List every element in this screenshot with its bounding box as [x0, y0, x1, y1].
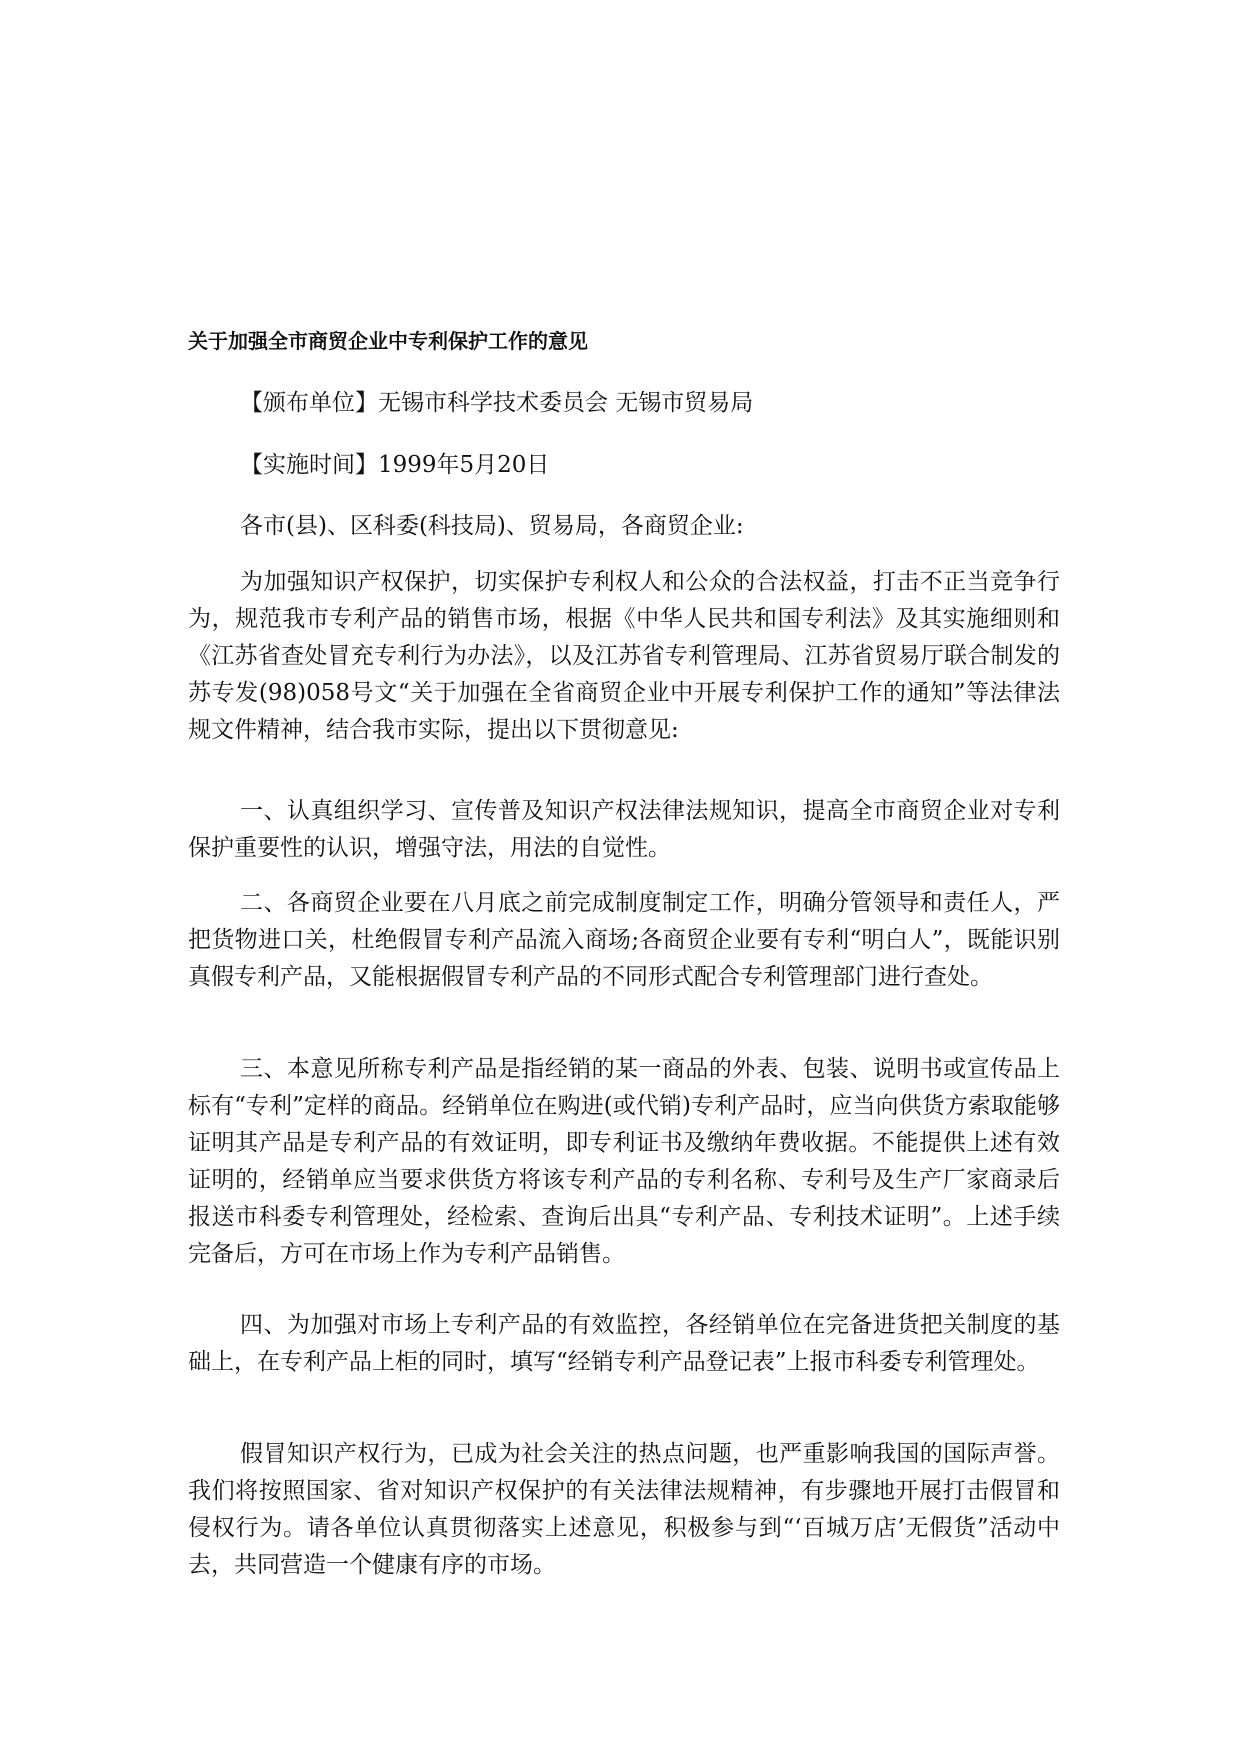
- salutation-paragraph: 各市(县)、区科委(科技局)、贸易局，各商贸企业:: [240, 513, 744, 539]
- document-title: 关于加强全市商贸企业中专利保护工作的意见: [188, 329, 588, 353]
- item-three-paragraph: 三、本意见所称专利产品是指经销的某一商品的外表、包装、说明书或宣传品上标有“专利”定样的商品。经销单位在购进(或代销)专利产品时，应当向供货方索取能够证明其产品是专利产品的有效证明，即专利证书及缴纳年费收据。不能提供上述有效证明的，经销单应当要求供货方将该专利产品的专利名称、专利号及生产厂家商录后报送市科委专利管理处，经检索、查询后出具“专利产品、专利技术证明”。上述手续完备后，方可在市场上作为专利产品销售。: [188, 1056, 1060, 1267]
- item-four-paragraph: 四、为加强对市场上专利产品的有效监控，各经销单位在完备进货把关制度的基础上，在专利产品上柜的同时，填写“经销专利产品登记表”上报市科委专利管理处。: [188, 1312, 1060, 1375]
- item-one-paragraph: 一、认真组织学习、宣传普及知识产权法律法规知识，提高全市商贸企业对专利保护重要性的认识，增强守法，用法的自觉性。: [188, 798, 1060, 861]
- intro-paragraph: 为加强知识产权保护，切实保护专利权人和公众的合法权益，打击不正当竞争行为，规范我市专利产品的销售市场，根据《中华人民共和国专利法》及其实施细则和《江苏省查处冒充专利行为办法》，以及江苏省专利管理局、江苏省贸易厅联合制发的苏专发(98)058号文“关于加强在全省商贸企业中开展专利保护工作的通知”等法律法规文件精神，结合我市实际，提出以下贯彻意见:: [188, 569, 1060, 743]
- effective-date-line: 【实施时间】1999年5月20日: [240, 452, 550, 478]
- issuer-line: 【颁布单位】无锡市科学技术委员会 无锡市贸易局: [240, 390, 754, 416]
- closing-paragraph: 假冒知识产权行为，已成为社会关注的热点问题，也严重影响我国的国际声誉。我们将按照国家、省对知识产权保护的有关法律法规精神，有步骤地开展打击假冒和侵权行为。请各单位认真贯彻落实上述意见，积极参与到“‘百城万店’无假货”活动中去，共同营造一个健康有序的市场。: [188, 1441, 1060, 1578]
- item-two-paragraph: 二、各商贸企业要在八月底之前完成制度制定工作，明确分管领导和责任人，严把货物进口关，杜绝假冒专利产品流入商场;各商贸企业要有专利“明白人”，既能识别真假专利产品，又能根据假冒专利产品的不同形式配合专利管理部门进行查处。: [188, 890, 1060, 990]
